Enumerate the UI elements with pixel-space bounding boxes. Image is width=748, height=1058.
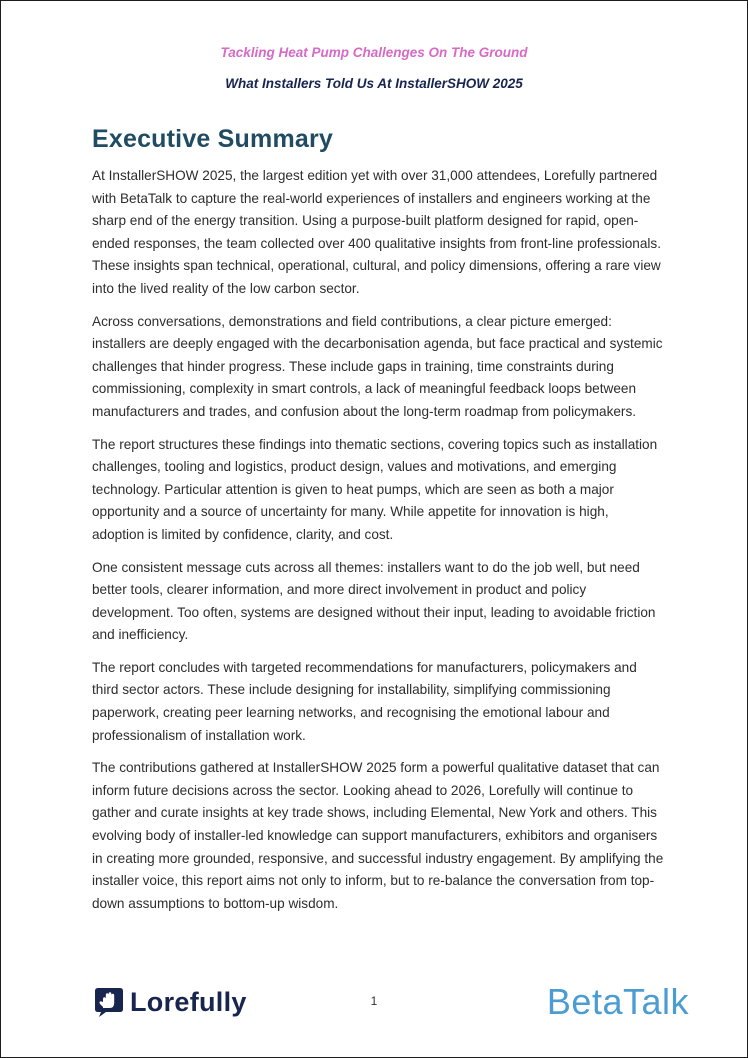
section-title: Executive Summary (92, 125, 334, 153)
summary-paragraph: The report structures these findings into thematic sections, covering topics such as installation challenges, tooling and logistics, product design, values and motivations, and emerging technology. Particular attention is given to heat pumps, which are seen as both a major opportunity and a source of uncertainty for many. While appetite for innovation is high, adoption is limited by confidence, clarity, and cost. (92, 436, 658, 542)
summary-paragraph: Across conversations, demonstrations and field contributions, a clear picture emerged: installers are deeply engaged with the decarbonisation agenda, but face practical and systemic challenges that hinder progress. These include gaps in training, time constraints during commissioning, complexity in smart controls, a lack of meaningful feedback loops between manufacturers and trades, and confusion about the long-term roadmap from policymakers. (92, 313, 663, 419)
summary-paragraph: The contributions gathered at InstallerSHOW 2025 form a powerful qualitative dataset that can inform future decisions across the sector. Looking ahead to 2026, Lorefully will continue to gather and curate insights at key trade shows, including Elemental, New York and others. This evolving body of installer-led knowledge can support manufacturers, exhibitors and organisers in creating more grounded, responsive, and successful industry engagement. By amplifying the installer voice, this report aims not only to inform, but to re-balance the conversation from top-down assumptions to bottom-up wisdom. (92, 760, 664, 911)
summary-body (92, 165, 664, 925)
lorefully-wordmark: Lorefully (130, 986, 247, 1017)
page-number: 1 (370, 994, 378, 1008)
summary-paragraph: The report concludes with targeted recommendations for manufacturers, policymakers and third sector actors. These include designing for installability, simplifying commissioning paperwork, creating peer learning networks, and recognising the emotional labour and professionalism of installation work. (92, 659, 637, 743)
betatalk-logo: BetaTalk (546, 981, 689, 1022)
report-event-line: What Installers Told Us At InstallerSHOW 2025 (225, 76, 523, 91)
summary-paragraph: One consistent message cuts across all themes: installers want to do the job well, but need better tools, clearer information, and more direct involvement in product and policy development. Too often, systems are designed without their input, leading to avoidable friction and inefficiency. (92, 559, 656, 643)
report-subtitle: Tackling Heat Pump Challenges On The Ground (220, 45, 528, 60)
summary-paragraph: At InstallerSHOW 2025, the largest edition yet with over 31,000 attendees, Lorefully partnered with BetaTalk to capture the real-world experiences of installers and engineers working at the sharp end of the energy transition. Using a purpose-built platform designed for rapid, open-ended responses, the team collected over 400 qualitative insights from front-line professionals. These insights span technical, operational, cultural, and policy dimensions, offering a rare view into the lived reality of the low carbon sector. (92, 168, 661, 296)
